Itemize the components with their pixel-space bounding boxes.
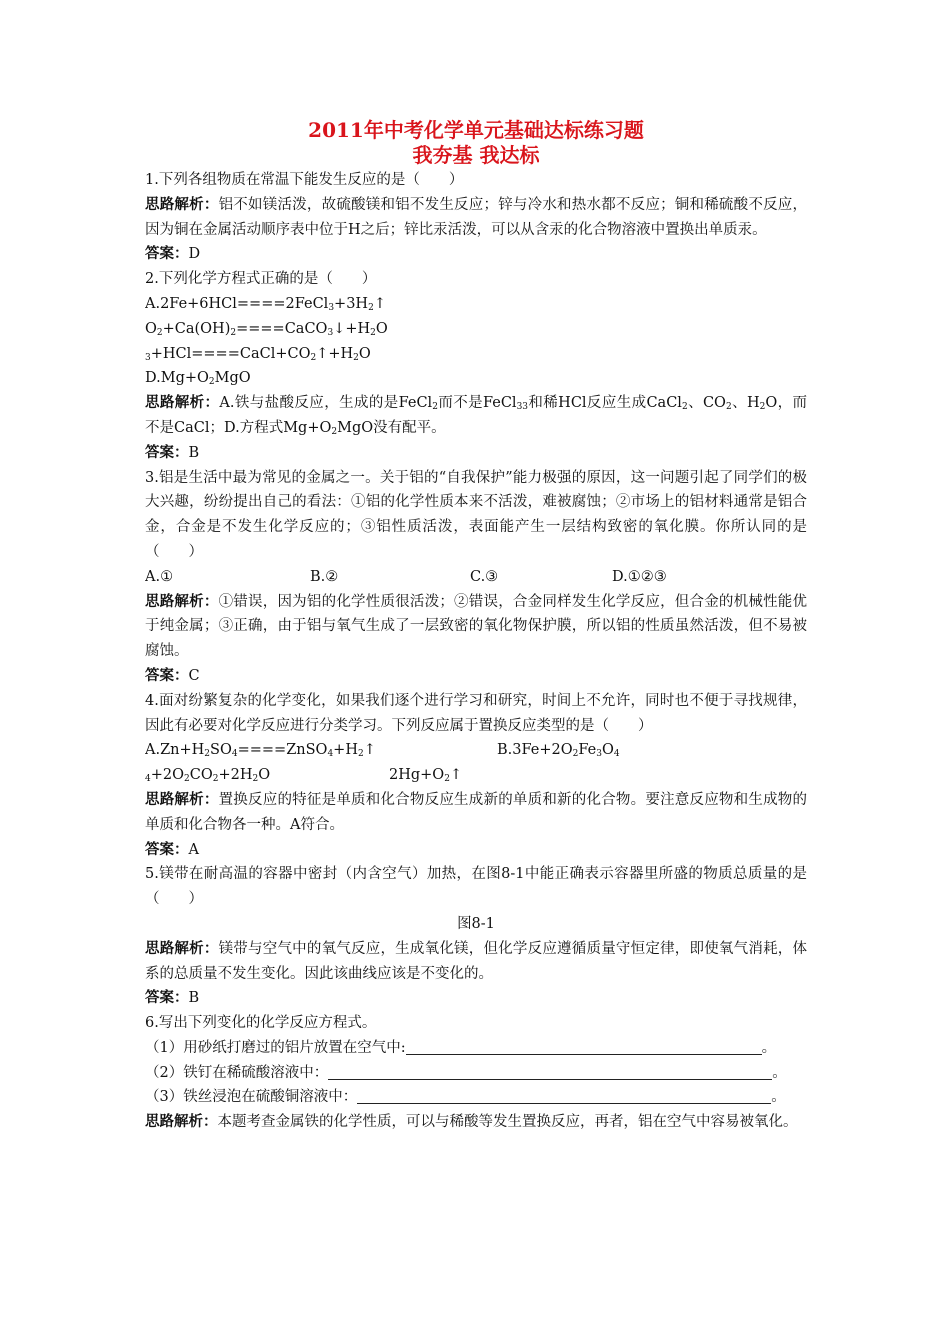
q6-analysis: 思路解析：本题考查金属铁的化学性质，可以与稀酸等发生置换反应，再者，铝在空气中容易被氧化。 xyxy=(145,1113,798,1131)
q5-answer: 答案：B xyxy=(145,989,200,1007)
q3-options xyxy=(145,565,807,590)
analysis-label: 思路解析： xyxy=(145,790,219,808)
analysis-label: 思路解析： xyxy=(145,1113,218,1131)
q4-options-row1 xyxy=(145,738,807,763)
q2-answer: 答案：B xyxy=(145,443,200,461)
q4-answer: 答案：A xyxy=(145,840,199,858)
q4-stem: 4.面对纷繁复杂的化学变化，如果我们逐个进行学习和研究，时间上不允许，同时也不便于寻找规律，因此有必要对化学反应进行分类学习。下列反应属于置换反应类型的是（ ） xyxy=(145,692,807,734)
analysis-label: 思路解析： xyxy=(145,394,220,412)
q3-analysis: 思路解析：①错误，因为铝的化学性质很活泼；②错误，合金同样发生化学反应，但合金的机械性能优于纯金属；③正确，由于铝与氧气生成了一层致密的氧化物保护膜，所以铝的性质虽然活泼，但不易被腐蚀。 xyxy=(145,592,808,660)
answer-blank[interactable] xyxy=(328,1063,772,1080)
document-subtitle: 我夯基 我达标 xyxy=(412,143,540,167)
q2-option-b: $O_2+Ca(OH)_2====CaCO_3↓+H_2O$ xyxy=(145,320,388,338)
q4-options-row2 xyxy=(145,763,807,788)
q5-figure-caption: 图8-1 xyxy=(457,915,495,932)
q3-option-d: D.①②③ xyxy=(612,568,667,585)
q2-analysis: 思路解析：A.铁与盐酸反应，生成的是FeCl$_2$而不是FeCl$_{33}$和稀HCl反应生成CaCl$_2$、$CO_2$、$H_2O$，而不是CaCl；D.方程式$Mg+O_2MgO$没有配平。 xyxy=(145,394,807,437)
answer-label: 答案： xyxy=(145,989,189,1007)
q6-item-3: （3）铁丝浸泡在硫酸铜溶液中： 。 xyxy=(145,1089,786,1106)
q5-stem: 5.镁带在耐高温的容器中密封（内含空气）加热，在图8-1中能正确表示容器里所盛的物质总质量的是（ ） xyxy=(145,866,807,908)
analysis-label: 思路解析： xyxy=(145,592,219,610)
document-page xyxy=(145,118,807,1135)
analysis-label: 思路解析： xyxy=(145,939,219,957)
answer-label: 答案： xyxy=(145,840,189,858)
q2-option-a: $A.2Fe+6HCl====2FeCl_3+3H_2↑$ xyxy=(145,295,386,313)
answer-label: 答案： xyxy=(145,666,189,684)
q6-item-2: （2）铁钉在稀硫酸溶液中： 。 xyxy=(145,1064,787,1081)
q6-item-1: （1）用砂纸打磨过的铝片放置在空气中: 。 xyxy=(145,1039,777,1056)
q3-stem: 3.铝是生活中最为常见的金属之一。关于铝的“自我保护”能力极强的原因，这一问题引起了同学们的极大兴趣，纷纷提出自己的看法：①铝的化学性质本来不活泼，难被腐蚀；②市场上的铝材料通常是铝合金，合金是不发生化学反应的；③铝性质活泼，表面能产生一层结构致密的氧化膜。你所认同的是（ ） xyxy=(145,469,807,560)
q4-option-a: $A.Zn+H_2SO_4====ZnSO_4+H_2↑$ xyxy=(145,742,376,760)
answer-blank[interactable] xyxy=(357,1087,771,1104)
q1-answer: 答案：D xyxy=(145,245,201,263)
q1-analysis: 思路解析：铝不如镁活泼，故硫酸镁和铝不发生反应；锌与冷水和热水都不反应；铜和稀硫酸不反应，因为铜在金属活动顺序表中位于H之后；锌比汞活泼，可以从含汞的化合物溶液中置换出单质汞。 xyxy=(145,195,808,238)
q4-analysis: 思路解析：置换反应的特征是单质和化合物反应生成新的单质和新的化合物。要注意反应物和生成物的单质和化合物各一种。A符合。 xyxy=(145,790,808,833)
answer-label: 答案： xyxy=(145,245,189,263)
q3-option-c: C.③ xyxy=(470,568,499,585)
q1-stem: 1.下列各组物质在常温下能发生反应的是（ ） xyxy=(145,172,464,188)
answer-blank[interactable] xyxy=(406,1038,762,1055)
q2-option-c: $_3+HCl====CaCl+CO_2↑+H_2O$ xyxy=(145,345,371,363)
q2-stem: 2.下列化学方程式正确的是（ ） xyxy=(145,271,377,288)
q6-stem: 6.写出下列变化的化学反应方程式。 xyxy=(145,1015,377,1032)
answer-label: 答案： xyxy=(145,443,189,461)
q4-option-d: $2Hg+O_2↑$ xyxy=(389,767,463,785)
q5-analysis: 思路解析：镁带与空气中的氧气反应，生成氧化镁，但化学反应遵循质量守恒定律，即使氧气消耗，体系的总质量不发生变化。因此该曲线应该是不变化的。 xyxy=(145,939,808,982)
q4-option-b: $B.3Fe+2O_2Fe_3O_4$ xyxy=(497,742,620,760)
q3-option-a: A.① xyxy=(145,568,174,585)
q3-option-b: B.② xyxy=(310,568,339,585)
analysis-label: 思路解析： xyxy=(145,195,219,213)
q2-option-d: $D.Mg+O_2MgO$ xyxy=(145,370,251,388)
q3-answer: 答案：C xyxy=(145,666,200,684)
document-title: 2011年中考化学单元基础达标练习题 xyxy=(308,118,644,142)
q4-option-c: $_4+2O_2CO_2+2H_2O$ xyxy=(145,767,271,785)
